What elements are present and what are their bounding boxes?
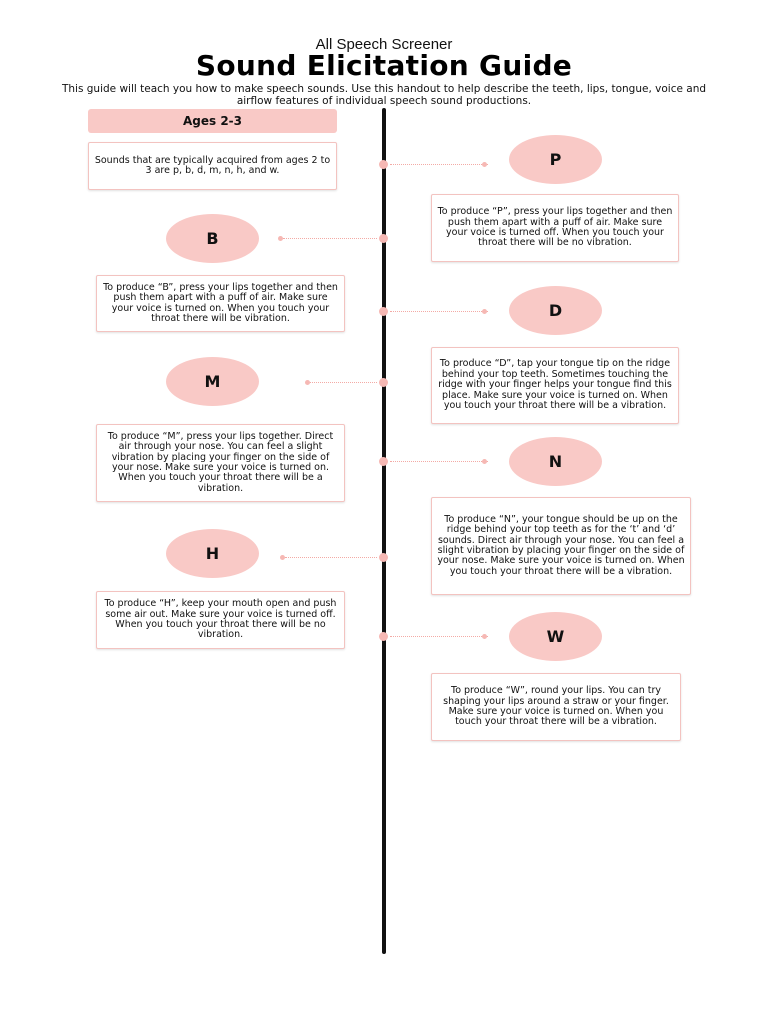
page-subtitle: All Speech Screener <box>315 36 453 53</box>
sound-bubble-m: M <box>166 357 259 406</box>
sound-description-w: To produce “W”, round your lips. You can try shaping your lips around a straw or your finger. Make sure your voice is turned on. When you touch your throat there will be a vibration. <box>431 673 681 741</box>
sound-description-b: To produce “B”, press your lips together and then push them apart with a puff of air. Make sure your voice is turned on. When you touch your throat there will be vibration. <box>96 275 345 332</box>
timeline-dot <box>379 632 388 641</box>
sound-description-n: To produce “N”, your tongue should be up on the ridge behind your top teeth as for the ‘t’ and ‘d’ sounds. Direct air through your nose. You can feel a slight vibration by placing your finger on the side of your nose. Make sure your voice is turned on. When you touch your throat there will be a vibration. <box>431 497 691 595</box>
timeline-dot <box>379 378 388 387</box>
connector-end-dot <box>482 634 487 639</box>
connector-line <box>285 557 377 558</box>
connector-line <box>283 238 377 239</box>
sound-bubble-b: B <box>166 214 259 263</box>
timeline-dot <box>379 307 388 316</box>
sound-description-p: To produce “P”, press your lips together and then push them apart with a puff of air. Make sure your voice is turned off. When you touch your throat there will be no vibration. <box>431 194 679 262</box>
intro-text: This guide will teach you how to make speech sounds. Use this handout to help describe the teeth, lips, tongue, voice and airflow features of individual speech sound productions. <box>61 83 707 107</box>
timeline-dot <box>379 160 388 169</box>
timeline-dot <box>379 234 388 243</box>
age-summary-box: Sounds that are typically acquired from ages 2 to 3 are p, b, d, m, n, h, and w. <box>88 142 337 190</box>
connector-end-dot <box>482 309 487 314</box>
sound-bubble-h: H <box>166 529 259 578</box>
connector-line <box>310 382 377 383</box>
connector-end-dot <box>482 459 487 464</box>
sound-description-m: To produce “M”, press your lips together. Direct air through your nose. You can feel a slight vibration by placing your finger on the side of your nose. Make sure your voice is turned on. When you touch your throat there will be a vibration. <box>96 424 345 502</box>
sound-description-h: To produce “H”, keep your mouth open and push some air out. Make sure your voice is turned off. When you touch your throat there will be no vibration. <box>96 591 345 649</box>
connector-line <box>390 636 488 637</box>
age-group-badge: Ages 2-3 <box>88 109 337 133</box>
timeline-dot <box>379 457 388 466</box>
sound-bubble-p: P <box>509 135 602 184</box>
connector-line <box>390 461 488 462</box>
timeline-dot <box>379 553 388 562</box>
sound-bubble-w: W <box>509 612 602 661</box>
sound-bubble-d: D <box>509 286 602 335</box>
sound-description-d: To produce “D”, tap your tongue tip on the ridge behind your top teeth. Sometimes touching the ridge with your finger helps your tongue find this place. Make sure your voice is turned on. When you touch your throat there will be a vibration. <box>431 347 679 424</box>
page-title: Sound Elicitation Guide <box>195 49 573 82</box>
sound-bubble-n: N <box>509 437 602 486</box>
connector-end-dot <box>482 162 487 167</box>
connector-line <box>390 311 488 312</box>
connector-line <box>390 164 488 165</box>
